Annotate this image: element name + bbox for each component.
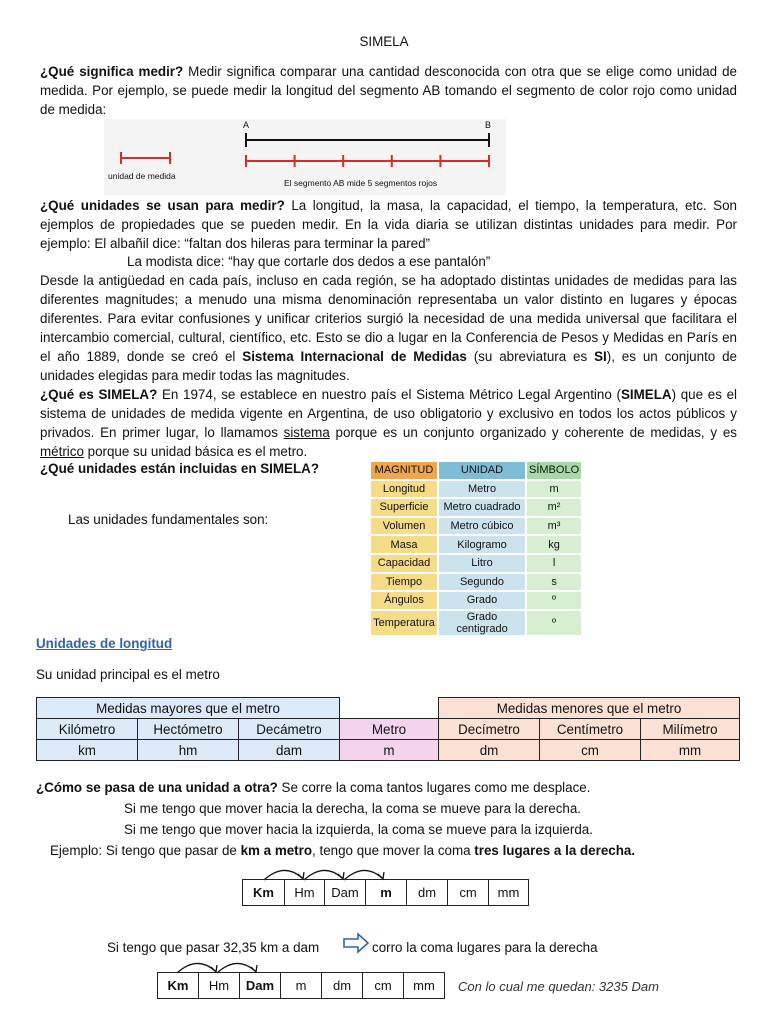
cell-simbolo: m [527,481,581,498]
word-metrico: métrico [40,444,84,459]
segment-figure [104,119,506,195]
cell-simbolo: º [527,592,581,609]
cell-hm-symbol: hm [138,740,239,761]
cell-dm-name: Decímetro [439,719,540,740]
text-historia-c: (su abreviatura es [466,349,595,364]
header-magnitud: MAGNITUD [371,462,437,479]
table-row [371,611,581,635]
scale-cell: dm [322,973,363,998]
rule-derecha: Si me tengo que mover hacia la derecha, la coma se mueve para la derecha. [124,801,582,816]
cell-simbolo: m³ [527,518,581,535]
fundamentales-label: Las unidades fundamentales son: [68,512,269,527]
cell-unidad: Grado [439,592,525,609]
table-row [371,481,581,498]
cell-unidad: Metro cuadrado [439,499,525,516]
text-como: Se corre la coma tantos lugares como me desplace. [277,780,591,795]
como-line [36,780,590,795]
segment-caption: El segmento AB mide 5 segmentos rojos [284,178,438,188]
word-sistema: sistema [283,425,330,440]
paragraph-unidades [40,196,737,253]
header-simbolo: SÍMBOLO [527,462,581,479]
example-line [50,843,635,858]
units-names-row [37,719,740,740]
cell-magnitud: Tiempo [371,574,437,591]
table-row [371,574,581,591]
result-text: Con lo cual me quedan: 3235 Dam [458,979,659,994]
example-b: km a metro [240,843,313,858]
units-table-header [37,698,740,719]
example-d: tres lugares a la derecha. [474,843,636,858]
cell-km-name: Kilómetro [37,719,138,740]
cell-magnitud: Superficie [371,499,437,516]
question-medir: ¿Qué significa medir? [40,64,184,79]
cell-magnitud: Volumen [371,518,437,535]
cell-cm-name: Centímetro [540,719,641,740]
cell-cm-symbol: cm [540,740,641,761]
quote-modista: La modista dice: “hay que cortarle dos dedos a ese pantalón” [127,254,491,269]
text-unidades: La longitud, la masa, la capacidad, el tiempo, la temperatura, etc. Son ejemplos de propiedades que se pueden medir. En la vida diaria se utilizan distintas unidades para medir. Por ejemplo: El albañil dice: “faltan dos hileras para terminar la pared” [40,198,737,251]
scale-cell: Dam [240,973,281,998]
scale-cell: Dam [325,880,366,905]
text-historia-a: Desde la antigüedad en cada país, incluso en cada región, se ha adoptado distintas unidades de medidas para las diferentes magnitudes; a menudo una misma denominación representaba un valor distinto en lugares y épocas diferentes. Para evitar confusiones y unificar criterios surgió la necesidad de una medida universal que facilitara el intercambio comercial, cultural, científico, etc. Esto se dio a lugar en la Conferencia de Pesos y Medidas en París en el año 1889, donde se creó el [40,273,737,364]
scale-cell: Hm [199,973,240,998]
cell-simbolo: l [527,555,581,572]
cell-m-name: Metro [340,719,439,740]
example2-a: Si tengo que pasar 32,35 km a dam [107,940,320,955]
paragraph-simela [40,385,737,461]
text-simela-c: ) que es el sistema de unidades de medida vigente en Argentina, de uso obligatorio y exclusivo en todos los actos públicos y privados. En primer lugar, lo llamamos [40,387,737,440]
cell-mm-name: Milímetro [641,719,740,740]
scale-cell: mm [497,885,520,900]
cell-unidad: Metro cúbico [439,518,525,535]
example-c: , tengo que mover la coma [312,843,475,858]
cell-unidad: Metro [439,481,525,498]
units-table [36,697,740,761]
table-row [371,555,581,572]
table-row [371,536,581,553]
cell-dam-symbol: dam [239,740,340,761]
cell-dam-name: Decámetro [239,719,340,740]
unit-label: unidad de medida [108,171,176,181]
cell-magnitud: Temperatura [371,611,437,635]
header-menores: Medidas menores que el metro [439,698,740,719]
longitud-heading: Unidades de longitud [36,636,173,651]
question-simela: ¿Qué es SIMELA? [40,387,158,402]
cell-simbolo: s [527,574,581,591]
paragraph-medir [40,62,737,119]
scale-cell: m [366,880,407,905]
simela-table-header [371,462,581,479]
scale-cell: dm [407,880,448,905]
example-a: Ejemplo: Si tengo que pasar de [50,843,241,858]
cell-magnitud: Longitud [371,481,437,498]
question-como: ¿Cómo se pasa de una unidad a otra? [36,780,278,795]
unit-scale-1 [242,879,529,906]
cell-unidad: Segundo [439,574,525,591]
si-abbr: SI [594,349,607,364]
unit-scale-2 [157,972,445,999]
page-title: SIMELA [359,34,409,49]
si-name: Sistema Internacional de Medidas [242,349,467,364]
rule-izquierda: Si me tengo que mover hacia la izquierda, la coma se mueve para la izquierda. [124,822,593,837]
cell-unidad: Grado centigrado [439,611,525,635]
question-unidades-simela: ¿Qué unidades están incluidas en SIMELA? [40,461,320,476]
cell-simbolo: º [527,611,581,635]
cell-dm-symbol: dm [439,740,540,761]
label-a: A [243,120,250,130]
scale-cell: Km [158,973,199,998]
cell-simbolo: kg [527,536,581,553]
cell-magnitud: Capacidad [371,555,437,572]
scale-cell: Km [243,880,285,905]
text-historia-d: ), es un conjunto de unidades elegidas para medir todas las magnitudes. [40,349,738,383]
paragraph-historia [40,271,737,385]
cell-km-symbol: km [37,740,138,761]
table-row [371,518,581,535]
scale-cell: cm [363,973,404,998]
simela-table [369,460,583,637]
scale-cell: mm [413,978,435,993]
text-medir: Medir significa comparar una cantidad desconocida con otra que se elige como unidad de medida. Por ejemplo, se puede medir la longitud del segmento AB tomando el segmento de color rojo como unidad de medida: [40,64,737,117]
cell-unidad: Kilogramo [439,536,525,553]
header-mayores: Medidas mayores que el metro [37,698,340,719]
table-row [371,499,581,516]
cell-m-symbol: m [340,740,439,761]
arrow-right-icon [342,932,370,954]
scale-cell: Hm [285,880,325,905]
text-simela-a: En 1974, se establece en nuestro país el Sistema Métrico Legal Argentino ( [157,387,621,402]
cell-magnitud: Masa [371,536,437,553]
simela-abbr: SIMELA [620,387,672,402]
scale-cell: m [281,973,322,998]
cell-simbolo: m² [527,499,581,516]
label-b: B [485,120,492,130]
scale-cell: cm [448,880,489,905]
example2-b: corro la coma lugares para la derecha [372,940,598,955]
text-simela-e: porque su unidad básica es el metro. [83,444,308,459]
cell-magnitud: Ángulos [371,592,437,609]
cell-hm-name: Hectómetro [138,719,239,740]
principal-text: Su unidad principal es el metro [36,667,220,682]
text-simela-d: porque es un conjunto organizado y coherente de medidas, y es [329,425,737,440]
cell-mm-symbol: mm [641,740,740,761]
header-unidad: UNIDAD [439,462,525,479]
question-unidades: ¿Qué unidades se usan para medir? [40,198,285,213]
cell-unidad: Litro [439,555,525,572]
units-symbols-row [37,740,740,761]
table-row [371,592,581,609]
